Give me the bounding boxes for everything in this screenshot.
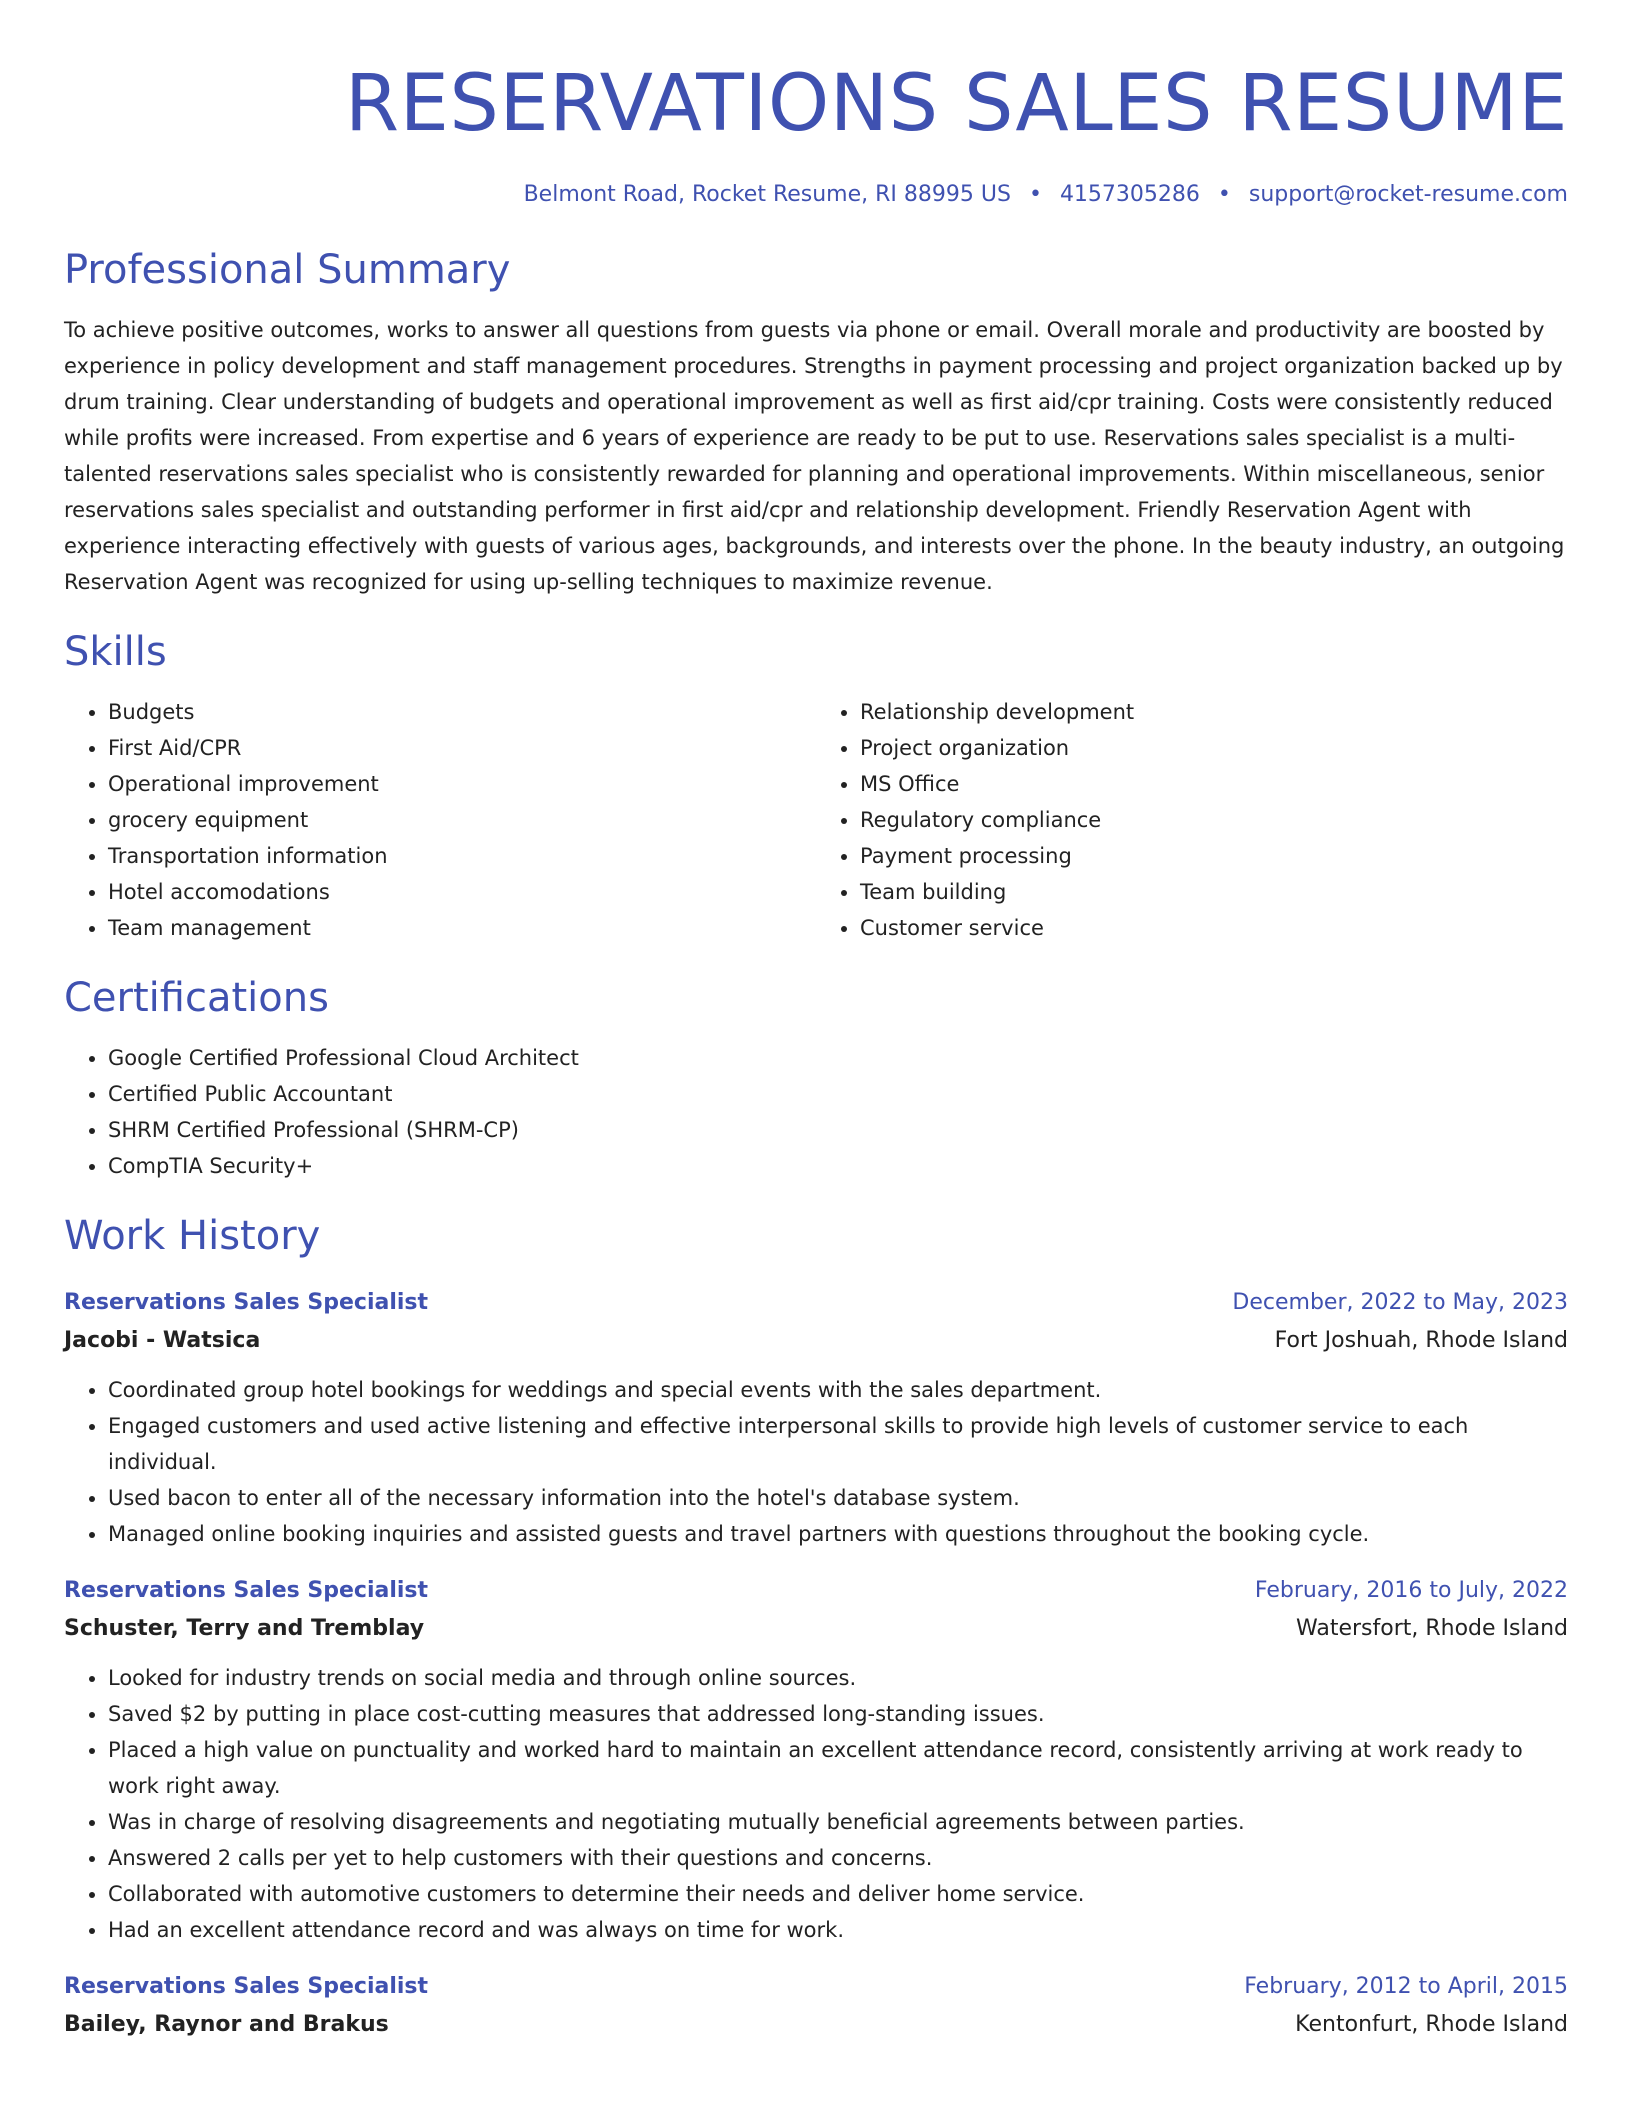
certification-item: • Google Certified Professional Cloud Architect	[108, 1040, 1568, 1076]
skills-grid	[64, 694, 1568, 946]
contact-separator: •	[1217, 182, 1231, 207]
job-title-row	[64, 1284, 1568, 1322]
skill-item: • Project organization	[860, 730, 1568, 766]
job-bullet: • Placed a high value on punctuality and worked hard to maintain an excellent attendance record, consistently arriving at work ready to work right away.	[108, 1732, 1568, 1804]
skills-heading: Skills	[64, 629, 167, 675]
skill-item: • Transportation information	[108, 838, 816, 874]
skill-item: • Relationship development	[860, 694, 1568, 730]
job-company: Bailey, Raynor and Brakus	[64, 2012, 389, 2037]
contact-separator: •	[1028, 182, 1042, 207]
skill-item: • Team building	[860, 874, 1568, 910]
job-location: Fort Joshuah, Rhode Island	[1274, 1328, 1568, 1353]
contact-address: Belmont Road, Rocket Resume, RI 88995 US	[523, 182, 1011, 207]
summary-heading: Professional Summary	[64, 247, 511, 293]
job-bullet: • Coordinated group hotel bookings for weddings and special events with the sales department.	[108, 1372, 1568, 1408]
skill-item: • First Aid/CPR	[108, 730, 816, 766]
job-bullet: • Used bacon to enter all of the necessary information into the hotel's database system.	[108, 1480, 1568, 1516]
skills-list-left	[64, 694, 816, 946]
job-bullet: • Managed online booking inquiries and assisted guests and travel partners with questions throughout the booking cycle.	[108, 1516, 1568, 1552]
resume-name: RESERVATIONS SALES RESUME	[344, 59, 1568, 149]
job-bullets	[64, 1660, 1568, 1948]
skill-item: • grocery equipment	[108, 802, 816, 838]
job-bullet: • Answered 2 calls per yet to help customers with their questions and concerns.	[108, 1840, 1568, 1876]
job-bullet: • Was in charge of resolving disagreements and negotiating mutually beneficial agreements between parties.	[108, 1804, 1568, 1840]
job-dates: December, 2022 to May, 2023	[1232, 1290, 1568, 1315]
job-bullet: • Looked for industry trends on social media and through online sources.	[108, 1660, 1568, 1696]
certification-item: • CompTIA Security+	[108, 1148, 1568, 1184]
job-bullet: • Engaged customers and used active listening and effective interpersonal skills to provide high levels of customer service to each individual.	[108, 1408, 1568, 1480]
job-company: Jacobi - Watsica	[64, 1328, 261, 1353]
skill-item: • Payment processing	[860, 838, 1568, 874]
contact-line	[64, 178, 1568, 212]
certification-item: • Certified Public Accountant	[108, 1076, 1568, 1112]
certifications-heading: Certifications	[64, 975, 329, 1021]
job-bullet: • Saved $2 by putting in place cost-cutting measures that addressed long-standing issues.	[108, 1696, 1568, 1732]
contact-email: support@rocket-resume.com	[1248, 182, 1568, 207]
job-title: Reservations Sales Specialist	[64, 1974, 429, 1999]
skill-item: • Hotel accomodations	[108, 874, 816, 910]
skill-item: • Operational improvement	[108, 766, 816, 802]
job-entry	[64, 1284, 1568, 1552]
job-company-row	[64, 1322, 1568, 1360]
skill-item: • Team management	[108, 910, 816, 946]
job-company-row	[64, 2006, 1568, 2044]
work-history-heading: Work History	[64, 1213, 321, 1259]
job-dates: February, 2012 to April, 2015	[1244, 1974, 1568, 1999]
contact-phone: 4157305286	[1059, 182, 1200, 207]
job-location: Watersfort, Rhode Island	[1296, 1616, 1568, 1641]
skill-item: • Regulatory compliance	[860, 802, 1568, 838]
skill-item: • Budgets	[108, 694, 816, 730]
job-title: Reservations Sales Specialist	[64, 1578, 429, 1603]
job-title-row	[64, 1968, 1568, 2006]
resume-header	[64, 40, 1568, 212]
job-title-row	[64, 1572, 1568, 1610]
certifications-list	[64, 1040, 1568, 1184]
job-bullets	[64, 1372, 1568, 1552]
job-title: Reservations Sales Specialist	[64, 1290, 429, 1315]
job-dates: February, 2016 to July, 2022	[1254, 1578, 1568, 1603]
skill-item: • MS Office	[860, 766, 1568, 802]
job-location: Kentonfurt, Rhode Island	[1295, 2012, 1568, 2037]
certification-item: • SHRM Certified Professional (SHRM-CP)	[108, 1112, 1568, 1148]
job-entry	[64, 1572, 1568, 1948]
summary-text: To achieve positive outcomes, works to answer all questions from guests via phone or email. Overall morale and productivity are boosted by experience in policy development and staff management procedures. Strengths in payment processing and project organization backed up by drum training. Clear understanding of budgets and operational improvement as well as first aid/cpr training. Costs were consistently reduced while profits were increased. From expertise and 6 years of experience are ready to be put to use. Reservations sales specialist is a multi-talented reservations sales specialist who is consistently rewarded for planning and operational improvements. Within miscellaneous, senior reservations sales specialist and outstanding performer in first aid/cpr and relationship development. Friendly Reservation Agent with experience interacting effectively with guests of various ages, backgrounds, and interests over the phone. In the beauty industry, an outgoing Reservation Agent was recognized for using up-selling techniques to maximize revenue.	[64, 318, 1565, 594]
job-bullet: • Had an excellent attendance record and was always on time for work.	[108, 1912, 1568, 1948]
skill-item: • Customer service	[860, 910, 1568, 946]
job-company-row	[64, 1610, 1568, 1648]
job-entry	[64, 1968, 1568, 2044]
skills-list-right	[816, 694, 1568, 946]
job-company: Schuster, Terry and Tremblay	[64, 1616, 425, 1641]
job-bullet: • Collaborated with automotive customers to determine their needs and deliver home service.	[108, 1876, 1568, 1912]
